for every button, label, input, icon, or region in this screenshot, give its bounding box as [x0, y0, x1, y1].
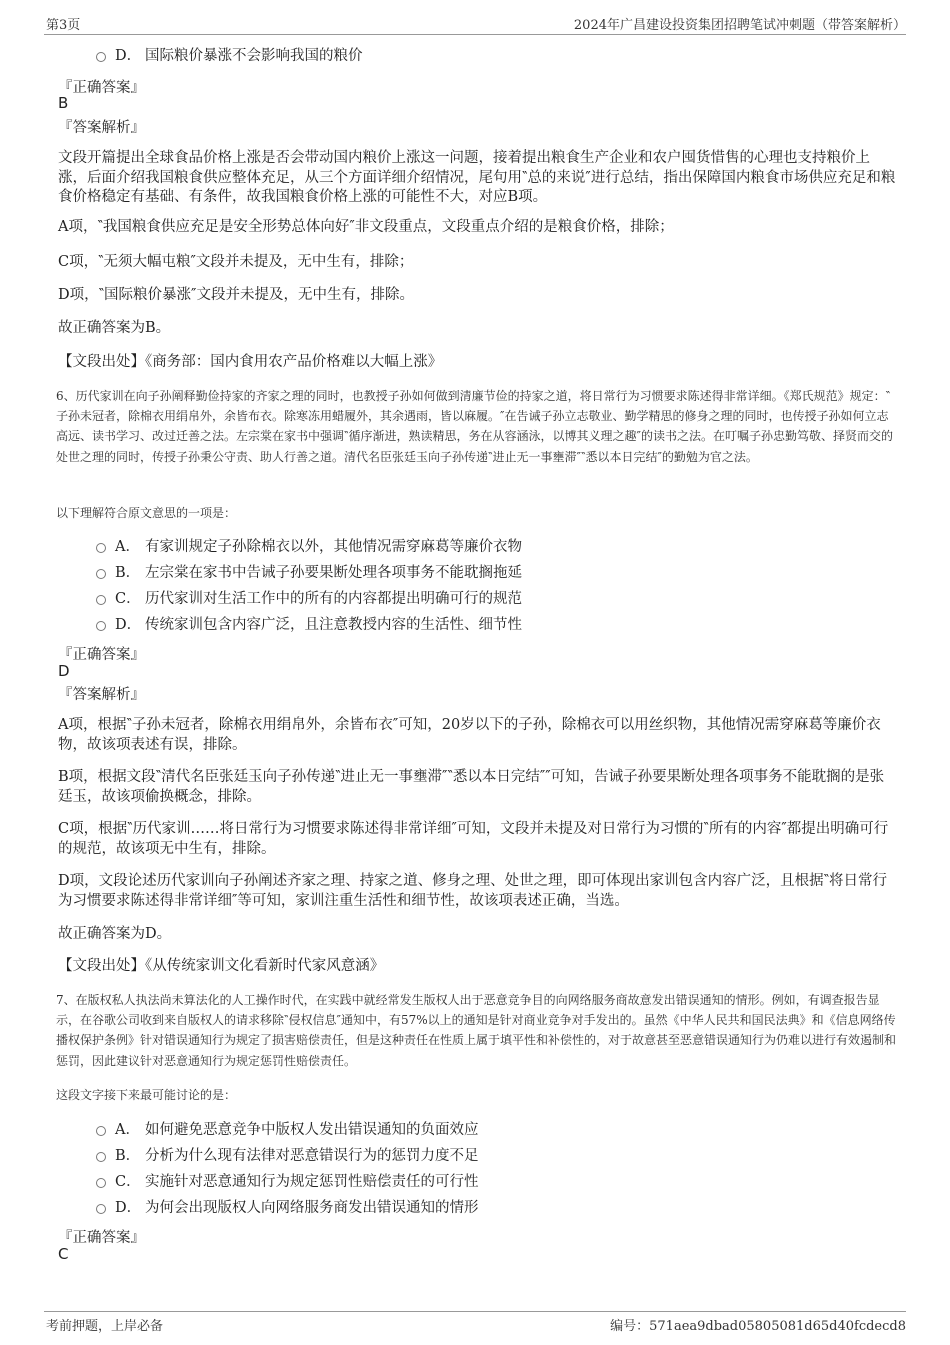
question-stem: 6、历代家训在向子孙阐释勤俭持家的齐家之理的同时，也教授子孙如何做到清廉节俭的持家之道，将日常行为习惯要求陈述得非常详细。《郑氏规范》规定：‶子孙未冠者，除棉衣用绢帛外，余皆布衣。除寒冻用蜡履外，其余遇雨，皆以麻履。″在告诫子孙立志敬业、勤学精思的修身之理的同时，也传授子孙如何立志高远、读书学习、改过迁善之法。左宗棠在家书中强调‶循序渐进，熟读精思，务在从容涵泳，以博其义理之趣″的读书之法。在叮嘱子孙忠勤笃敬、择贤而交的处世之理的同时，传授子孙秉公守责、助人行善之道。清代名臣张廷玉向子孙传递‶进止无一事壅滞″‶悉以本日完结″的勤勉为官之法。 [56, 389, 893, 464]
analysis-label: 『答案解析』 [58, 120, 145, 136]
q5-option-d[interactable]: D． 国际粮价暴涨不会影响我国的粮价 [96, 46, 363, 66]
radio-icon[interactable] [96, 543, 106, 553]
radio-icon[interactable] [96, 569, 106, 579]
question-prompt: 这段文字接下来最可能讨论的是： [56, 1088, 237, 1102]
analysis-paragraph: A项，根据‶子孙未冠者，除棉衣用绢帛外，余皆布衣″可知，20岁以下的子孙，除棉衣可以用丝织物，其他情况需穿麻葛等廉价衣物，故该项表述有误，排除。 [58, 717, 881, 753]
radio-icon[interactable] [96, 1178, 106, 1188]
radio-icon[interactable] [96, 1126, 106, 1136]
analysis-label: 『答案解析』 [58, 687, 145, 703]
analysis-paragraph: C项，‶无须大幅屯粮″文段并未提及，无中生有，排除； [58, 254, 414, 270]
q5-answer: B [58, 94, 69, 112]
source-note: 【文段出处】《商务部：国内食用农产品价格难以大幅上涨》 [58, 354, 443, 370]
q7-answer: C [58, 1245, 69, 1263]
radio-icon[interactable] [96, 595, 106, 605]
analysis-paragraph: 文段开篇提出全球食品价格上涨是否会带动国内粮价上涨这一问题，接着提出粮食生产企业和农户囤货惜售的心理也支持粮价上涨，后面介绍我国粮食供应整体充足，从三个方面详细介绍情况，尾句用‶总的来说″进行总结，指出保障国内粮食市场供应充足和粮食价格稳定有基础、有条件，故我国粮食价格上涨的可能性不大，对应B项。 [58, 150, 896, 205]
source-note: 【文段出处】《从传统家训文化看新时代家风意涵》 [58, 958, 385, 974]
analysis-paragraph: 故正确答案为B。 [58, 320, 171, 336]
q7-option-c[interactable]: C． 实施针对恶意通知行为规定惩罚性赔偿责任的可行性 [96, 1172, 479, 1192]
radio-icon[interactable] [96, 621, 106, 631]
q7-option-b[interactable]: B． 分析为什么现有法律对恶意错误行为的惩罚力度不足 [96, 1146, 479, 1166]
analysis-paragraph: B项，根据文段‶清代名臣张廷玉向子孙传递‶进止无一事壅滞″‶悉以本日完结″″可知，告诫子孙要果断处理各项事务不能耽搁的是张廷玉，故该项偷换概念，排除。 [58, 769, 885, 805]
analysis-paragraph: D项，‶国际粮价暴涨″文段并未提及，无中生有，排除。 [58, 287, 414, 303]
page-footer [44, 1311, 906, 1334]
radio-icon[interactable] [96, 52, 106, 62]
question-stem: 7、在版权私人执法尚未算法化的人工操作时代，在实践中就经常发生版权人出于恶意竞争目的向网络服务商故意发出错误通知的情形。例如，有调查报告显示，在谷歌公司收到来自版权人的请求移除‶侵权信息″通知中，有57%以上的通知是针对商业竞争对手发出的。虽然《中华人民共和国民法典》和《信息网络传播权保护条例》针对错误通知行为规定了损害赔偿责任，但是这种责任在性质上属于填平性和补偿性的，对于故意甚至恶意错误通知行为仍难以进行有效遏制和惩罚，因此建议针对恶意通知行为规定惩罚性赔偿责任。 [56, 993, 897, 1068]
radio-icon[interactable] [96, 1152, 106, 1162]
answer-label: 『正确答案』 [58, 647, 145, 663]
answer-label: 『正确答案』 [58, 80, 145, 96]
page-number: 第3页 [46, 18, 81, 33]
document-title: 2024年广昌建设投资集团招聘笔试冲刺题（带答案解析） [573, 18, 906, 33]
analysis-paragraph: A项，‶我国粮食供应充足是安全形势总体向好″非文段重点，文段重点介绍的是粮食价格，排除； [58, 219, 674, 235]
document-id: 编号：571aea9dbad05805081d65d40fcdecd8 [610, 1319, 906, 1334]
question-prompt: 以下理解符合原文意思的一项是： [56, 506, 237, 520]
analysis-paragraph: C项，根据‶历代家训……将日常行为习惯要求陈述得非常详细″可知，文段并未提及对日常行为习惯的‶所有的内容″都提出明确可行的规范，故该项无中生有，排除。 [58, 821, 889, 857]
analysis-paragraph: 故正确答案为D。 [58, 926, 172, 942]
q6-option-b[interactable]: B． 左宗棠在家书中告诫子孙要果断处理各项事务不能耽搁拖延 [96, 563, 522, 583]
radio-icon[interactable] [96, 1204, 106, 1214]
q6-option-c[interactable]: C． 历代家训对生活工作中的所有的内容都提出明确可行的规范 [96, 589, 522, 609]
q7-option-d[interactable]: D． 为何会出现版权人向网络服务商发出错误通知的情形 [96, 1198, 479, 1218]
q6-option-d[interactable]: D． 传统家训包含内容广泛，且注意教授内容的生活性、细节性 [96, 615, 522, 635]
q7-option-a[interactable]: A． 如何避免恶意竞争中版权人发出错误通知的负面效应 [96, 1120, 479, 1140]
q6-option-a[interactable]: A． 有家训规定子孙除棉衣以外，其他情况需穿麻葛等廉价衣物 [96, 537, 522, 557]
footer-slogan: 考前押题，上岸必备 [46, 1319, 164, 1334]
analysis-paragraph: D项，文段论述历代家训向子孙阐述齐家之理、持家之道、修身之理、处世之理，即可体现出家训包含内容广泛，且根据‶将日常行为习惯要求陈述得非常详细″等可知，家训注重生活性和细节性，故该项表述正确，当选。 [58, 873, 888, 909]
answer-label: 『正确答案』 [58, 1230, 145, 1246]
q6-answer: D [58, 662, 70, 680]
page-header [44, 12, 906, 35]
